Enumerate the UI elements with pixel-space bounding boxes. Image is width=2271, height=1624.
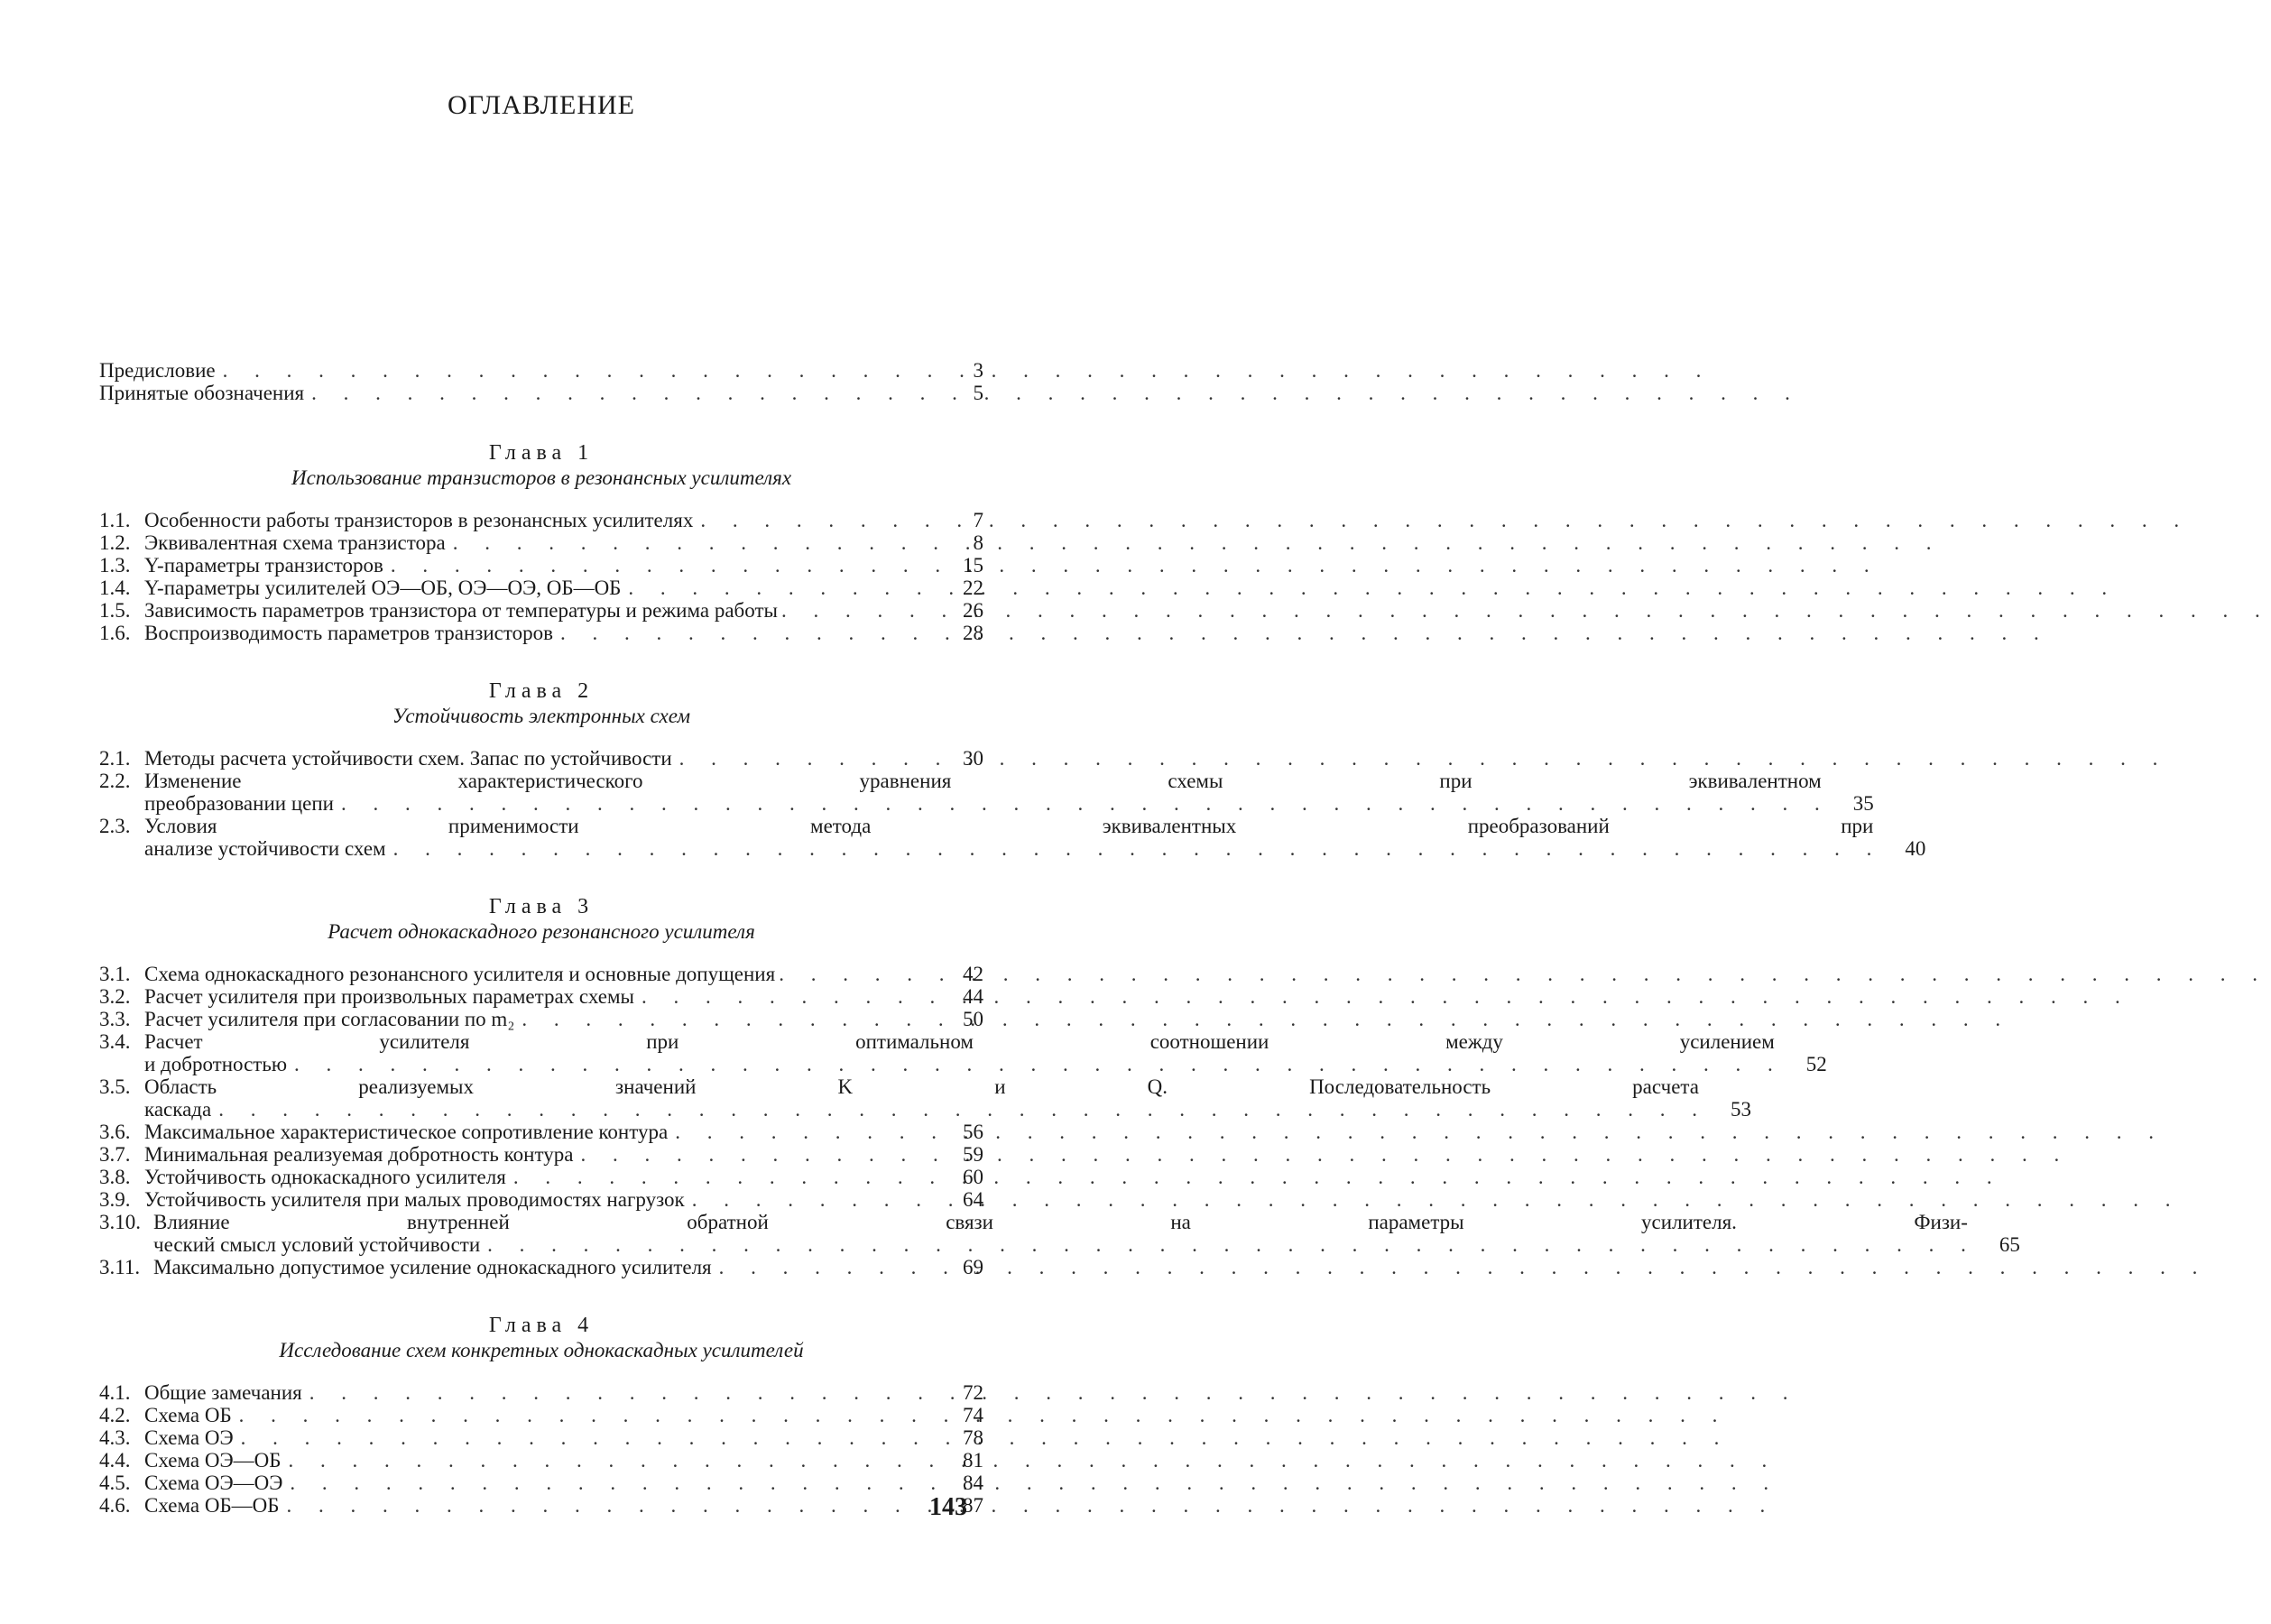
- entry-title: Особенности работы транзисторов в резонансных усилителях: [144, 509, 694, 531]
- dot-leader: [679, 747, 2169, 770]
- entry-title: Минимальная реализуемая добротность контура: [144, 1143, 574, 1166]
- chapter-heading: [99, 678, 983, 729]
- chapter-label: Глава 1: [488, 441, 595, 465]
- entry-title: Максимально допустимое усиление однокаскадного усилителя: [153, 1256, 712, 1278]
- dot-leader: [309, 1381, 1799, 1404]
- dot-leader: [288, 1449, 1777, 1472]
- entry-number: 4.4.: [99, 1449, 131, 1472]
- dot-leader: [675, 1121, 2165, 1143]
- entry-number: 3.1.: [99, 963, 131, 985]
- toc-entry: [99, 815, 1926, 860]
- entry-page: 50: [963, 1008, 983, 1030]
- toc-entry: [99, 1143, 983, 1166]
- dot-leader: [692, 1188, 2182, 1211]
- entry-title: Расчет усилителя при согласовании по m₂: [144, 1008, 515, 1030]
- entry-page: 74: [963, 1404, 983, 1426]
- entry-title: Y-параметры усилителей ОЭ—ОБ, ОЭ—ОЭ, ОБ—ОБ: [144, 577, 622, 599]
- toc-entry: [99, 1075, 1751, 1121]
- toc-entry: [99, 1008, 983, 1030]
- dot-leader: [391, 554, 1880, 577]
- toc-entry: [99, 509, 983, 531]
- entry-title-line-2: каскада: [144, 1098, 212, 1121]
- entry-page: 56: [963, 1121, 983, 1143]
- entry-page: 7: [973, 509, 983, 531]
- toc-entry: [99, 1166, 983, 1188]
- toc-entry: [99, 577, 983, 599]
- entry-number: 4.1.: [99, 1381, 131, 1404]
- entry-title: Предисловие: [99, 359, 216, 382]
- entry-title-line-1: Условия применимости метода эквивалентных преобразований при: [144, 815, 1874, 837]
- entry-number: 4.2.: [99, 1404, 131, 1426]
- entry-title: Эквивалентная схема транзистора: [144, 531, 446, 554]
- entry-page: 42: [963, 963, 983, 985]
- dot-leader: [239, 1404, 1729, 1426]
- dot-leader: [628, 577, 2118, 599]
- toc-entry: [99, 599, 983, 622]
- entry-page: 26: [963, 599, 983, 622]
- toc-entry-notation: [99, 382, 983, 404]
- chapter-heading: [99, 440, 983, 491]
- entry-title: Схема ОБ: [144, 1404, 232, 1426]
- toc-entry: [99, 1030, 1827, 1075]
- toc-entry: [99, 531, 983, 554]
- entry-page: 81: [963, 1449, 983, 1472]
- entry-number: 3.5.: [99, 1075, 131, 1098]
- toc-entry-preface: [99, 359, 983, 382]
- entry-number: 3.7.: [99, 1143, 131, 1166]
- entry-title: Методы расчета устойчивости схем. Запас по устойчивости: [144, 747, 672, 770]
- entry-title: Принятые обозначения: [99, 382, 305, 404]
- toc-entry: [99, 1449, 983, 1472]
- entry-title-line-2: анализе устойчивости схем: [144, 837, 386, 860]
- entry-page: 59: [963, 1143, 983, 1166]
- dot-leader: [719, 1256, 2209, 1278]
- dot-leader: [700, 509, 2190, 531]
- table-of-contents: [99, 359, 2020, 1517]
- entry-title: Общие замечания: [144, 1381, 302, 1404]
- entry-number: 1.6.: [99, 622, 131, 644]
- entry-number: 1.5.: [99, 599, 131, 622]
- entry-number: 1.3.: [99, 554, 131, 577]
- page-title: ОГЛАВЛЕНИЕ: [448, 90, 635, 120]
- dot-leader: [560, 622, 2050, 644]
- entry-title: Воспроизводимость параметров транзисторов: [144, 622, 553, 644]
- entry-page: 3: [973, 359, 983, 382]
- chapter-label: Глава 4: [488, 1314, 595, 1337]
- dot-leader: [290, 1472, 1779, 1494]
- toc-entry: [99, 622, 983, 644]
- dot-leader: [311, 382, 1801, 404]
- entry-page: 22: [963, 577, 983, 599]
- entry-number: 3.6.: [99, 1121, 131, 1143]
- entry-title: Схема ОБ—ОБ: [144, 1494, 280, 1517]
- page-number: 143: [929, 1493, 967, 1521]
- toc-entry: [99, 1494, 983, 1517]
- entry-number: 4.6.: [99, 1494, 131, 1517]
- entry-title-line-1: Влияние внутренней обратной связи на параметры усилителя. Физи-: [153, 1211, 1968, 1233]
- dot-leader: [393, 837, 1883, 860]
- entry-number: 2.2.: [99, 770, 131, 792]
- toc-entry: [99, 554, 983, 577]
- entry-title-line-1: Расчет усилителя при оптимальном соотношении между усилением: [144, 1030, 1775, 1053]
- entry-page: 69: [963, 1256, 983, 1278]
- dot-leader: [779, 963, 2268, 985]
- toc-entry: [99, 1426, 983, 1449]
- entry-page: 30: [963, 747, 983, 770]
- entry-page: 15: [963, 554, 983, 577]
- entry-page: 40: [1905, 837, 1926, 860]
- dot-leader: [286, 1494, 1776, 1517]
- toc-entry: [99, 1381, 983, 1404]
- entry-title: Устойчивость усилителя при малых проводимостях нагрузок: [144, 1188, 685, 1211]
- entry-number: 3.9.: [99, 1188, 131, 1211]
- entry-title: Схема однокаскадного резонансного усилителя и основные допущения: [144, 963, 776, 985]
- chapter-heading: [99, 894, 983, 945]
- entry-title: Схема ОЭ: [144, 1426, 234, 1449]
- entry-title-line-1: Изменение характеристического уравнения схемы при эквивалентном: [144, 770, 1822, 792]
- entry-page: 5: [973, 382, 983, 404]
- entry-page: 84: [963, 1472, 983, 1494]
- dot-leader: [218, 1098, 1708, 1121]
- entry-page: 28: [963, 622, 983, 644]
- entry-title-line-1: Область реализуемых значений K и Q. Последовательность расчета: [144, 1075, 1699, 1098]
- toc-entry: [99, 1472, 983, 1494]
- entry-page: 64: [963, 1188, 983, 1211]
- entry-number: 4.3.: [99, 1426, 131, 1449]
- dot-leader: [580, 1143, 2070, 1166]
- entry-page: 8: [973, 531, 983, 554]
- entry-number: 4.5.: [99, 1472, 131, 1494]
- entry-title: Схема ОЭ—ОЭ: [144, 1472, 283, 1494]
- dot-leader: [642, 985, 2131, 1008]
- entry-title-line-2: преобразовании цепи: [144, 792, 334, 815]
- entry-page: 35: [1852, 792, 1874, 815]
- entry-page: 52: [1805, 1053, 1827, 1075]
- chapter-name: Устойчивость электронных схем: [392, 705, 691, 727]
- toc-entry: [99, 1211, 2020, 1256]
- entry-page: 72: [963, 1381, 983, 1404]
- entry-title-line-2: и добротностью: [144, 1053, 288, 1075]
- entry-title: Зависимость параметров транзистора от температуры и режима работы: [144, 599, 778, 622]
- entry-page: 53: [1730, 1098, 1751, 1121]
- chapter-name: Расчет однокаскадного резонансного усилителя: [328, 920, 755, 943]
- dot-leader: [487, 1233, 1977, 1256]
- toc-entry: [99, 1188, 983, 1211]
- entry-number: 2.3.: [99, 815, 131, 837]
- entry-number: 2.1.: [99, 747, 131, 770]
- chapter-name: Использование транзисторов в резонансных усилителях: [291, 466, 792, 489]
- chapter-name: Исследование схем конкретных однокаскадных усилителей: [279, 1339, 804, 1361]
- dot-leader: [241, 1426, 1731, 1449]
- entry-number: 1.1.: [99, 509, 131, 531]
- dot-leader: [513, 1166, 2003, 1188]
- toc-entry: [99, 1404, 983, 1426]
- entry-number: 3.4.: [99, 1030, 131, 1053]
- dot-leader: [522, 1008, 2011, 1030]
- entry-number: 3.2.: [99, 985, 131, 1008]
- entry-title-line-2: ческий смысл условий устойчивости: [153, 1233, 481, 1256]
- entry-number: 3.11.: [99, 1256, 141, 1278]
- toc-entry: [99, 747, 983, 770]
- dot-leader: [453, 531, 1943, 554]
- chapter-label: Глава 2: [488, 679, 595, 703]
- entry-number: 3.8.: [99, 1166, 131, 1188]
- entry-number: 1.4.: [99, 577, 131, 599]
- entry-page: 44: [963, 985, 983, 1008]
- entry-title: Y-параметры транзисторов: [144, 554, 383, 577]
- toc-entry: [99, 985, 983, 1008]
- dot-leader: [294, 1053, 1784, 1075]
- toc-entry: [99, 770, 1874, 815]
- entry-title: Максимальное характеристическое сопротивление контура: [144, 1121, 669, 1143]
- entry-number: 3.3.: [99, 1008, 131, 1030]
- entry-page: 65: [1999, 1233, 2020, 1256]
- dot-leader: [781, 599, 2271, 622]
- toc-entry: [99, 963, 983, 985]
- entry-title: Устойчивость однокаскадного усилителя: [144, 1166, 506, 1188]
- entry-title: Схема ОЭ—ОБ: [144, 1449, 282, 1472]
- entry-page: 78: [963, 1426, 983, 1449]
- chapter-label: Глава 3: [488, 895, 595, 918]
- toc-entry: [99, 1121, 983, 1143]
- chapter-heading: [99, 1313, 983, 1363]
- toc-entry: [99, 1256, 983, 1278]
- entry-number: 1.2.: [99, 531, 131, 554]
- entry-number: 3.10.: [99, 1211, 141, 1233]
- dot-leader: [341, 792, 1831, 815]
- entry-page: 60: [963, 1166, 983, 1188]
- entry-title: Расчет усилителя при произвольных параметрах схемы: [144, 985, 634, 1008]
- entry-page: 87: [963, 1494, 983, 1517]
